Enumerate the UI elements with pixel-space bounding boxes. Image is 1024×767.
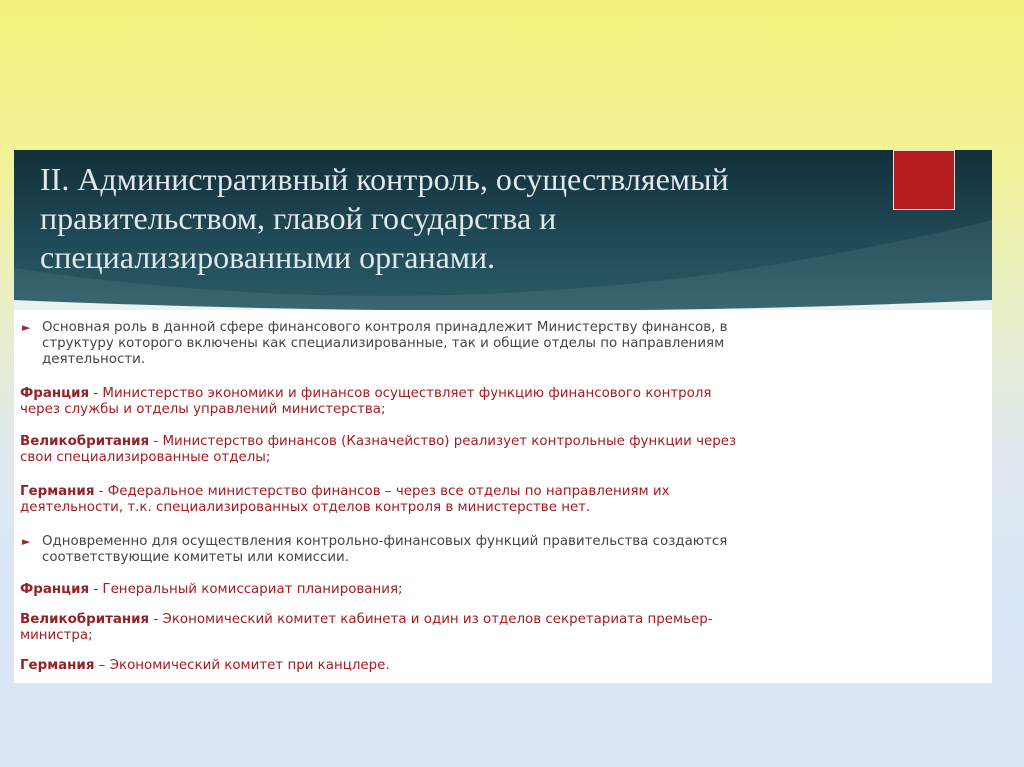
country-paragraph-uk-1	[20, 434, 988, 466]
country-name: Франция	[20, 386, 90, 401]
bullet-arrow-icon: ►	[22, 321, 31, 334]
country-paragraph-germany-2	[20, 658, 988, 674]
paragraph-text: - Министерство финансов (Казначейство) реализует контрольные функции через свои специализированные отделы;	[20, 434, 737, 465]
paragraph-text: Основная роль в данной сфере финансового контроля принадлежит Министерству финансов, в структуру которого включены как специализированные, так и общие отделы по направлениям деятельности.	[42, 320, 728, 367]
country-paragraph-france-1	[20, 386, 988, 418]
slide-content	[20, 312, 992, 683]
paragraph-text: - Министерство экономики и финансов осуществляет функцию финансового контроля через службы и отделы управлений министерства;	[20, 386, 712, 417]
country-name: Германия	[20, 484, 95, 499]
country-paragraph-france-2	[20, 582, 988, 598]
bullet-arrow-icon: ►	[22, 535, 31, 548]
red-square-decoration	[893, 150, 955, 210]
country-name: Германия	[20, 658, 95, 673]
paragraph-text: – Экономический комитет при канцлере.	[94, 658, 390, 673]
paragraph-text: - Экономический комитет кабинета и один из отделов секретариата премьер- министра;	[20, 612, 713, 643]
slide-title: II. Административный контроль, осуществляемый правительством, главой государства и специализированными органами.	[40, 161, 729, 275]
slide	[14, 150, 992, 683]
country-paragraph-germany-1	[20, 484, 988, 516]
country-paragraph-uk-2	[20, 612, 988, 644]
slide-header	[14, 150, 992, 310]
country-name: Великобритания	[20, 612, 150, 627]
paragraph-text: - Генеральный комиссариат планирования;	[89, 582, 403, 597]
paragraph-text: Одновременно для осуществления контрольно-финансовых функций правительства создаются соответствующие комитеты или комиссии.	[42, 534, 728, 565]
paragraph-text: - Федеральное министерство финансов – через все отделы по направлениям их деятельности, т.к. специализированных отделов контроля в министерстве нет.	[20, 484, 670, 515]
country-name: Великобритания	[20, 434, 150, 449]
country-name: Франция	[20, 582, 90, 597]
